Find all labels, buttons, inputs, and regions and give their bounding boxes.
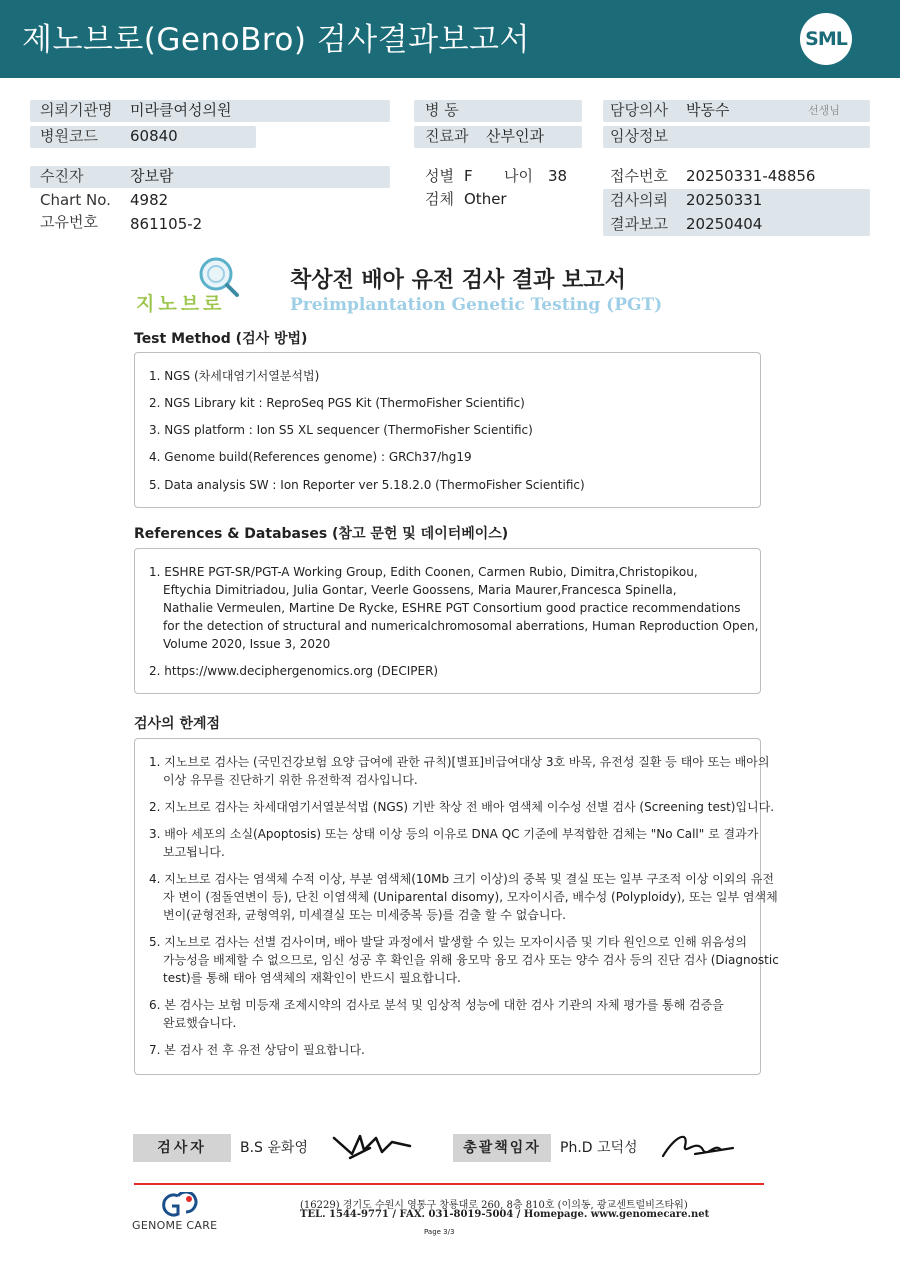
age-label: 나이	[504, 167, 533, 185]
client-label: 의뢰기관명	[40, 101, 113, 119]
reference-line: Volume 2020, Issue 3, 2020	[163, 637, 331, 651]
director-label: 총괄책임자	[453, 1134, 551, 1162]
footer-divider	[134, 1183, 764, 1185]
genome-care-logo-icon	[156, 1192, 198, 1218]
tester-label: 검사자	[133, 1134, 231, 1162]
hospital-code-label: 병원코드	[40, 127, 98, 145]
director-value: Ph.D 고덕성	[560, 1140, 638, 1156]
limitation-line: 1. 지노브로 검사는 (국민건강보험 요양 급여에 관한 규칙)[별표]비급여대상 3호 바목, 유전성 질환 등 태아 또는 배아의	[149, 755, 770, 769]
test-method-title: Test Method (검사 방법)	[134, 331, 308, 347]
genobro-logo-text: 지노브로	[136, 293, 226, 315]
doctor-value: 박동수	[686, 101, 730, 119]
sml-logo-text: SML	[805, 28, 847, 50]
hospital-code-value: 60840	[130, 127, 178, 145]
references-box	[134, 548, 761, 694]
genome-care-name: GENOME CARE	[132, 1219, 218, 1232]
test-method-box	[134, 352, 761, 508]
specimen-value: Other	[464, 190, 507, 208]
limitation-line: 7. 본 검사 전 후 유전 상담이 필요합니다.	[149, 1043, 365, 1057]
director-signature-icon	[655, 1126, 740, 1166]
limitation-line: 4. 지노브로 검사는 염색체 수적 이상, 부분 염색체(10Mb 크기 이상)의 중복 및 결실 또는 일부 구조적 이상 이외의 유전	[149, 872, 774, 886]
id-value: 861105-2	[130, 215, 203, 233]
limitation-line: 3. 배아 세포의 소실(Apoptosis) 또는 상태 이상 등의 이유로 DNA QC 기준에 부적합한 검체는 "No Call" 로 결과가	[149, 827, 759, 841]
reference-line: 1. ESHRE PGT-SR/PGT-A Working Group, Edith Coonen, Carmen Rubio, Dimitra,Christopikou,	[149, 565, 698, 579]
receipt-label: 접수번호	[610, 167, 668, 185]
header-bar	[0, 0, 900, 78]
patient-row-bg	[30, 166, 390, 188]
sml-logo-icon	[800, 13, 852, 65]
doctor-suffix: 선생님	[808, 104, 840, 117]
test-method-item: 3. NGS platform : Ion S5 XL sequencer (ThermoFisher Scientific)	[149, 423, 533, 437]
limitation-line: 이상 유무를 진단하기 위한 유전학적 검사입니다.	[163, 773, 418, 787]
dept-value: 산부인과	[486, 127, 544, 145]
chart-value: 4982	[130, 191, 169, 209]
test-method-item: 5. Data analysis SW : Ion Reporter ver 5.18.2.0 (ThermoFisher Scientific)	[149, 478, 585, 492]
page-title: 제노브로(GenoBro) 검사결과보고서	[22, 22, 530, 58]
page-number: Page 3/3	[424, 1228, 455, 1236]
footer-address: (16229) 경기도 수원시 영통구 창룡대로 260, 8층 810호 (이의동, 광교센트럴비즈타워)	[300, 1200, 688, 1211]
age-value: 38	[548, 167, 568, 185]
request-value: 20250331	[686, 191, 763, 209]
sex-label: 성별	[425, 167, 454, 185]
chart-label: Chart No.	[40, 191, 111, 209]
limitation-line: 2. 지노브로 검사는 차세대염기서열분석법 (NGS) 기반 착상 전 배아 염색체 이수성 선별 검사 (Screening test)입니다.	[149, 800, 775, 814]
limitation-line: 5. 지노브로 검사는 선별 검사이며, 배아 발달 과정에서 발생할 수 있는 모자이시즘 및 기타 원인으로 인해 위음성의	[149, 935, 747, 949]
limitation-line: 자 변이 (점돌연변이 등), 단친 이염색체 (Uniparental disomy), 모자이시즘, 배수성 (Polyploidy), 또는 일부 염색체	[163, 890, 778, 904]
references-title: References & Databases (참고 문헌 및 데이터베이스)	[134, 526, 509, 542]
clinical-label: 임상정보	[610, 127, 668, 145]
limitations-box	[134, 738, 779, 1075]
request-label: 검사의뢰	[610, 191, 668, 209]
reference-line: Eftychia Dimitriadou, Julia Gontar, Veerle Goossens, Maria Maurer,Francesca Spinella,	[163, 583, 677, 597]
dept-label: 진료과	[425, 127, 469, 145]
ward-label: 병 동	[425, 101, 459, 119]
receipt-value: 20250331-48856	[686, 167, 816, 185]
patient-value: 장보람	[130, 167, 174, 185]
tester-value: B.S 윤화영	[240, 1140, 308, 1156]
reference-line: Nathalie Vermeulen, Martine De Rycke, ESHRE PGT Consortium good practice recommendations	[163, 601, 741, 615]
limitation-line: 완료했습니다.	[163, 1016, 237, 1030]
limitation-line: 6. 본 검사는 보험 미등재 조제시약의 검사로 분석 및 임상적 성능에 대한 검사 기관의 자체 평가를 통해 검증을	[149, 998, 724, 1012]
patient-label: 수진자	[40, 167, 84, 185]
report-date-label: 결과보고	[610, 215, 668, 233]
reference-link[interactable]: 2. https://www.deciphergenomics.org (DECIPER)	[149, 664, 439, 678]
tester-signature-icon	[330, 1128, 415, 1166]
limitation-line: 보고됩니다.	[163, 845, 225, 859]
footer-contact: TEL. 1544-9771 / FAX. 031-8019-5004 / Homepage. www.genomecare.net	[300, 1209, 710, 1220]
report-subtitle: Preimplantation Genetic Testing (PGT)	[290, 295, 663, 315]
genobro-logo	[134, 255, 244, 315]
report-title: 착상전 배아 유전 검사 결과 보고서	[290, 268, 626, 293]
test-method-item: 4. Genome build(References genome) : GRCh37/hg19	[149, 450, 472, 464]
limitation-line: 가능성을 배제할 수 없으므로, 임신 성공 후 확인을 위해 융모막 융모 검사 또는 양수 검사 등의 진단 검사 (Diagnostic	[163, 953, 779, 967]
client-value: 미라클여성의원	[130, 101, 232, 119]
specimen-label: 검체	[425, 190, 454, 208]
limitation-line: test)를 통해 태아 염색체의 재확인이 반드시 필요합니다.	[163, 971, 461, 985]
limitation-line: 변이(균형전좌, 균형역위, 미세결실 또는 미세중복 등)를 검출 할 수 없습니다.	[163, 908, 566, 922]
limitations-title: 검사의 한계점	[134, 716, 221, 732]
doctor-label: 담당의사	[610, 101, 668, 119]
id-label: 고유번호	[40, 213, 98, 231]
reference-line: for the detection of structural and numericalchromosomal aberrations, Human Reproduction Open,	[163, 619, 759, 633]
test-method-item: 1. NGS (차세대염기서열분석법)	[149, 369, 320, 383]
sex-value: F	[464, 167, 473, 185]
test-method-item: 2. NGS Library kit : ReproSeq PGS Kit (ThermoFisher Scientific)	[149, 396, 525, 410]
report-date-value: 20250404	[686, 215, 763, 233]
